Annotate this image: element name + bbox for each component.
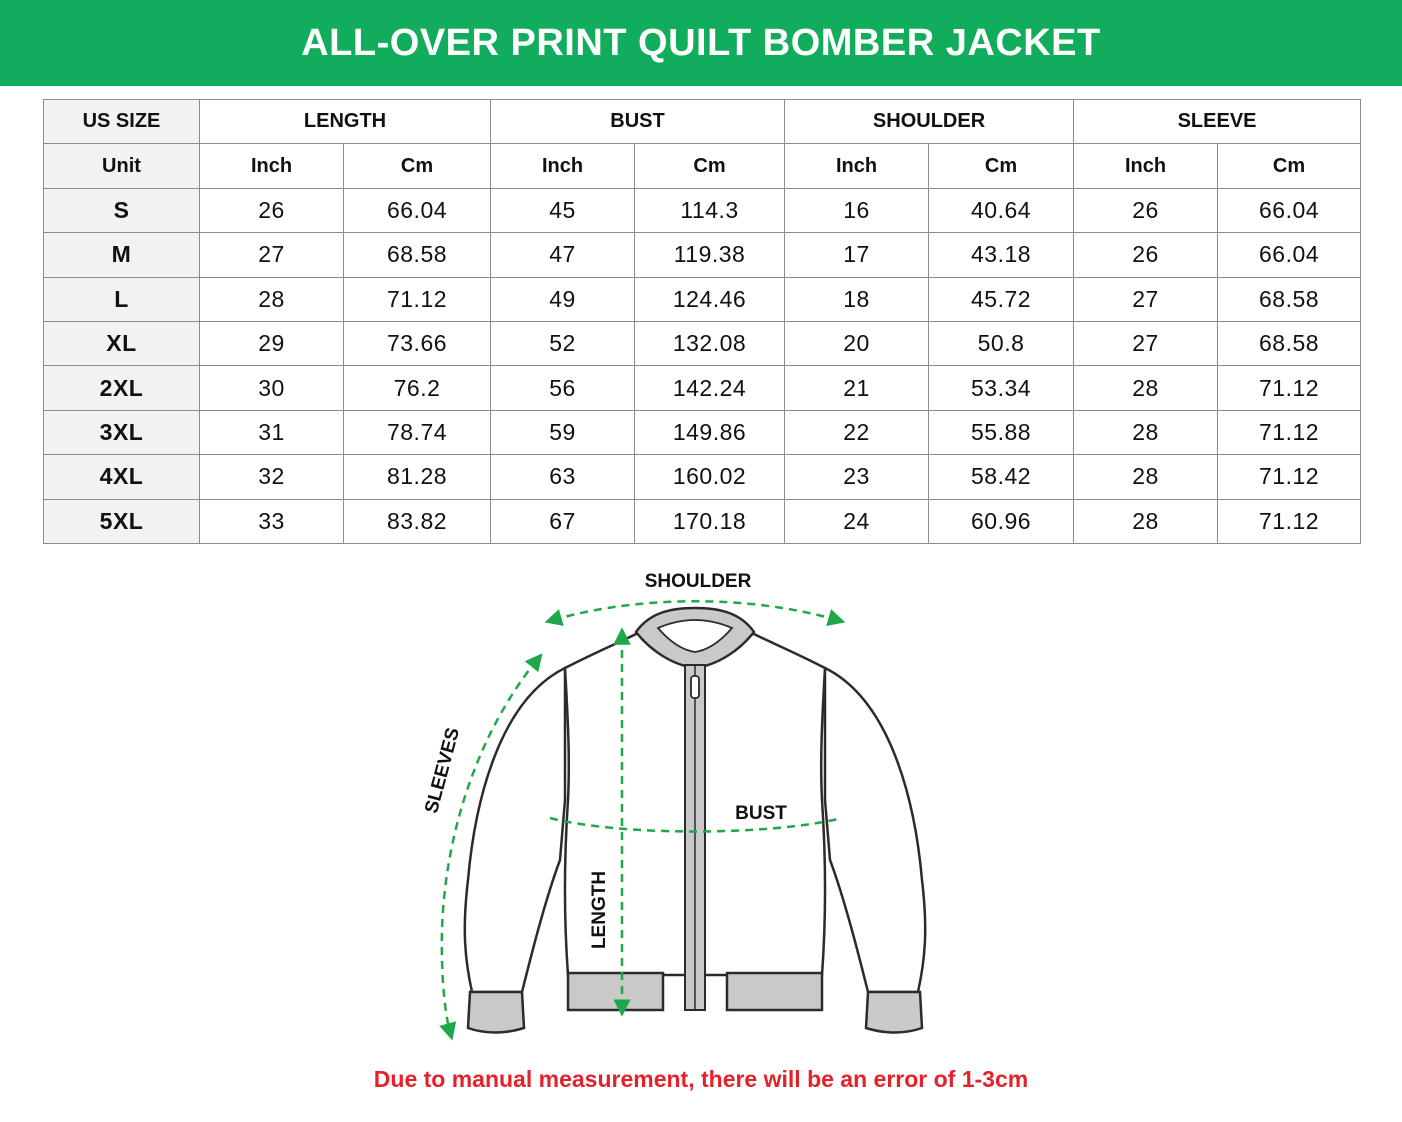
measurement-cell: 68.58 bbox=[344, 233, 491, 277]
measurement-cell: 24 bbox=[785, 499, 929, 543]
measurement-cell: 29 bbox=[200, 321, 344, 365]
measurement-cell: 63 bbox=[491, 455, 635, 499]
unit-cell: Cm bbox=[635, 144, 785, 188]
measurement-cell: 43.18 bbox=[929, 233, 1074, 277]
measurement-cell: 55.88 bbox=[929, 410, 1074, 454]
zipper-pull bbox=[691, 676, 699, 698]
shoulder-group-header: SHOULDER bbox=[785, 100, 1074, 144]
right-sleeve bbox=[825, 668, 925, 992]
measurement-cell: 56 bbox=[491, 366, 635, 410]
unit-cell: Inch bbox=[1074, 144, 1218, 188]
measurement-cell: 27 bbox=[1074, 321, 1218, 365]
measurement-cell: 66.04 bbox=[344, 188, 491, 232]
table-row bbox=[44, 233, 1361, 277]
table-unit-row bbox=[44, 144, 1361, 188]
measurement-cell: 160.02 bbox=[635, 455, 785, 499]
table-header-row bbox=[44, 100, 1361, 144]
measurement-cell: 21 bbox=[785, 366, 929, 410]
measurement-cell: 45.72 bbox=[929, 277, 1074, 321]
measurement-cell: 71.12 bbox=[1218, 499, 1361, 543]
measurement-cell: 18 bbox=[785, 277, 929, 321]
sleeve-group-header: SLEEVE bbox=[1074, 100, 1361, 144]
table-row bbox=[44, 499, 1361, 543]
measurement-cell: 49 bbox=[491, 277, 635, 321]
size-chart-table bbox=[43, 99, 1361, 544]
measurement-cell: 71.12 bbox=[1218, 366, 1361, 410]
shoulder-label: SHOULDER bbox=[644, 571, 752, 592]
measurement-cell: 16 bbox=[785, 188, 929, 232]
size-cell: 5XL bbox=[44, 499, 200, 543]
unit-cell: Inch bbox=[785, 144, 929, 188]
measurement-cell: 30 bbox=[200, 366, 344, 410]
measurement-cell: 71.12 bbox=[1218, 410, 1361, 454]
size-cell: XL bbox=[44, 321, 200, 365]
measurement-cell: 52 bbox=[491, 321, 635, 365]
unit-label-cell: Unit bbox=[44, 144, 200, 188]
size-cell: 4XL bbox=[44, 455, 200, 499]
measurement-cell: 33 bbox=[200, 499, 344, 543]
measurement-cell: 66.04 bbox=[1218, 233, 1361, 277]
measurement-cell: 132.08 bbox=[635, 321, 785, 365]
measurement-cell: 23 bbox=[785, 455, 929, 499]
measurement-error-note: Due to manual measurement, there will be an error of 1-3cm bbox=[373, 1066, 1029, 1092]
jacket-diagram bbox=[0, 550, 1402, 1070]
table-body bbox=[44, 188, 1361, 543]
left-cuff bbox=[468, 992, 524, 1033]
measurement-cell: 114.3 bbox=[635, 188, 785, 232]
measurement-cell: 58.42 bbox=[929, 455, 1074, 499]
measurement-cell: 31 bbox=[200, 410, 344, 454]
measurement-cell: 149.86 bbox=[635, 410, 785, 454]
jacket-illustration bbox=[0, 550, 1402, 1070]
table-row bbox=[44, 455, 1361, 499]
sleeves-label: SLEEVES bbox=[421, 725, 465, 816]
measurement-cell: 81.28 bbox=[344, 455, 491, 499]
length-group-header: LENGTH bbox=[200, 100, 491, 144]
measurement-cell: 71.12 bbox=[1218, 455, 1361, 499]
measurement-cell: 17 bbox=[785, 233, 929, 277]
title-banner bbox=[0, 0, 1402, 86]
size-column-header: US SIZE bbox=[44, 100, 200, 144]
measurement-cell: 53.34 bbox=[929, 366, 1074, 410]
unit-cell: Cm bbox=[929, 144, 1074, 188]
measurement-cell: 28 bbox=[1074, 499, 1218, 543]
measurement-cell: 50.8 bbox=[929, 321, 1074, 365]
measurement-cell: 68.58 bbox=[1218, 277, 1361, 321]
measurement-cell: 170.18 bbox=[635, 499, 785, 543]
measurement-cell: 71.12 bbox=[344, 277, 491, 321]
measurement-cell: 73.66 bbox=[344, 321, 491, 365]
measurement-cell: 83.82 bbox=[344, 499, 491, 543]
left-sleeve bbox=[465, 668, 565, 992]
measurement-cell: 28 bbox=[200, 277, 344, 321]
size-cell: L bbox=[44, 277, 200, 321]
measurement-cell: 27 bbox=[1074, 277, 1218, 321]
size-cell: 2XL bbox=[44, 366, 200, 410]
table-row bbox=[44, 366, 1361, 410]
table-row bbox=[44, 188, 1361, 232]
size-cell: 3XL bbox=[44, 410, 200, 454]
size-cell: S bbox=[44, 188, 200, 232]
measurement-cell: 59 bbox=[491, 410, 635, 454]
measurement-cell: 45 bbox=[491, 188, 635, 232]
bust-group-header: BUST bbox=[491, 100, 785, 144]
measurement-cell: 68.58 bbox=[1218, 321, 1361, 365]
unit-cell: Inch bbox=[491, 144, 635, 188]
right-cuff bbox=[866, 992, 922, 1033]
measurement-cell: 60.96 bbox=[929, 499, 1074, 543]
measurement-cell: 28 bbox=[1074, 455, 1218, 499]
measurement-cell: 26 bbox=[1074, 233, 1218, 277]
measurement-cell: 22 bbox=[785, 410, 929, 454]
measurement-cell: 28 bbox=[1074, 410, 1218, 454]
measurement-cell: 142.24 bbox=[635, 366, 785, 410]
table-row bbox=[44, 277, 1361, 321]
measurement-cell: 26 bbox=[1074, 188, 1218, 232]
measurement-cell: 20 bbox=[785, 321, 929, 365]
measurement-cell: 76.2 bbox=[344, 366, 491, 410]
measurement-cell: 27 bbox=[200, 233, 344, 277]
measurement-cell: 32 bbox=[200, 455, 344, 499]
measurement-cell: 124.46 bbox=[635, 277, 785, 321]
waistband-right bbox=[727, 973, 822, 1010]
measurement-cell: 66.04 bbox=[1218, 188, 1361, 232]
measurement-cell: 28 bbox=[1074, 366, 1218, 410]
measurement-cell: 78.74 bbox=[344, 410, 491, 454]
table-row bbox=[44, 321, 1361, 365]
bust-label: BUST bbox=[735, 803, 787, 824]
measurement-cell: 26 bbox=[200, 188, 344, 232]
measurement-cell: 47 bbox=[491, 233, 635, 277]
measurement-cell: 67 bbox=[491, 499, 635, 543]
measurement-cell: 119.38 bbox=[635, 233, 785, 277]
unit-cell: Inch bbox=[200, 144, 344, 188]
waistband-left bbox=[568, 973, 663, 1010]
measurement-cell: 40.64 bbox=[929, 188, 1074, 232]
size-cell: M bbox=[44, 233, 200, 277]
table-row bbox=[44, 410, 1361, 454]
length-label: LENGTH bbox=[589, 870, 610, 950]
unit-cell: Cm bbox=[1218, 144, 1361, 188]
unit-cell: Cm bbox=[344, 144, 491, 188]
page-title: ALL-OVER PRINT QUILT BOMBER JACKET bbox=[301, 21, 1101, 64]
